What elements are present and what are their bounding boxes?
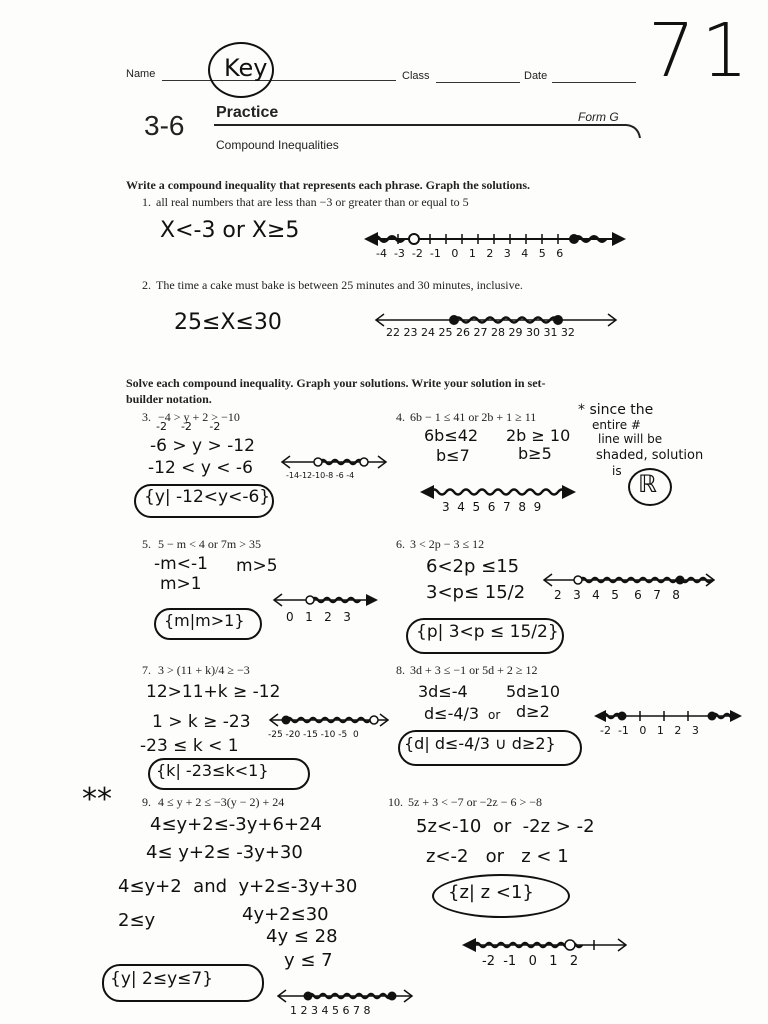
p1-tick-labels: -4 -3 -2 -1 0 1 2 3 4 5 6 [376, 247, 564, 260]
section1-instruction: Write a compound inequality that represents each phrase. Graph the solutions. [126, 178, 531, 192]
p9-work-1: 4≤y+2≤-3y+6+24 [150, 814, 322, 835]
p5-work-2: m>1 [160, 574, 202, 594]
p4-note-2: entire # [592, 418, 641, 432]
p10-number-line [460, 934, 630, 956]
page-title: Practice [216, 104, 279, 121]
form-label: Form G [578, 110, 619, 124]
class-line [436, 82, 520, 83]
p9-work-3: 4≤y+2 and y+2≤-3y+30 [118, 876, 358, 897]
p4-note-5: is [612, 464, 622, 478]
p4-work-2b: b≥5 [518, 444, 552, 463]
p6-answer: {p| 3<p ≤ 15/2} [416, 622, 559, 642]
p5-work-1b: m>5 [236, 556, 278, 576]
p5-problem: 5 − m < 4 or 7m > 35 [158, 537, 261, 551]
p7-tick-labels: -25 -20 -15 -10 -5 0 [268, 730, 359, 740]
p6-problem: 3 < 2p − 3 ≤ 12 [410, 537, 485, 551]
p10-number: 10. [388, 795, 403, 809]
p3-answer: {y| -12<y<-6} [144, 487, 271, 507]
p8-number-line [594, 706, 744, 726]
p8-tick-labels: -2 -1 0 1 2 3 [600, 724, 699, 737]
p4-note-1: * since the [578, 402, 654, 418]
p8-problem: 3d + 3 ≤ −1 or 5d + 2 ≥ 12 [410, 663, 538, 677]
p7-work-2: 1 > k ≥ -23 [152, 712, 251, 732]
p7-work-3: -23 ≤ k < 1 [140, 736, 239, 756]
lesson-number: 3-6 [144, 110, 185, 141]
p9-work-4a: 2≤y [118, 910, 156, 931]
p3-work-3: -12 < y < -6 [148, 458, 253, 478]
p4-answer: ℝ [638, 470, 658, 498]
p8-answer: {d| d≤-4/3 ∪ d≥2} [404, 734, 556, 753]
name-value: Key [224, 54, 268, 82]
p4-problem: 6b − 1 ≤ 41 or 2b + 1 ≥ 11 [410, 410, 537, 424]
p8-work-1a: 3d≤-4 [418, 682, 468, 701]
p8-work-2a: d≤-4/3 [424, 704, 480, 723]
p4-work-1a: 6b≤42 [424, 426, 479, 445]
p6-number: 6. [396, 537, 405, 551]
p3-work-1: -2 -2 -2 [156, 420, 221, 433]
name-line [162, 80, 396, 81]
p2-text: The time a cake must bake is between 25 minutes and 30 minutes, inclusive. [156, 278, 523, 292]
p5-tick-labels: 0 1 2 3 [286, 610, 351, 624]
p4-number: 4. [396, 410, 405, 424]
p7-number: 7. [142, 663, 151, 677]
p6-work-1: 6<2p ≤15 [426, 556, 520, 577]
p9-work-4b: 4y+2≤30 [242, 904, 329, 925]
p9-number: 9. [142, 795, 151, 809]
p3-work-2: -6 > y > -12 [150, 436, 255, 456]
p10-problem: 5z + 3 < −7 or −2z − 6 > −8 [408, 795, 543, 809]
p5-number-line [272, 590, 382, 610]
p4-note-3: line will be [598, 432, 663, 446]
p5-work-1a: -m<-1 [154, 554, 208, 574]
page-subtitle: Compound Inequalities [216, 138, 339, 152]
p5-number: 5. [142, 537, 151, 551]
p1-text: all real numbers that are less than −3 or greater than or equal to 5 [156, 195, 469, 209]
p9-work-2: 4≤ y+2≤ -3y+30 [146, 842, 303, 863]
p5-answer: {m|m>1} [164, 611, 245, 630]
p6-work-2: 3<p≤ 15/2 [426, 582, 526, 603]
p3-number-line [280, 452, 390, 472]
p3-tick-labels: -14-12-10-8 -6 -4 [286, 471, 355, 480]
p9-problem: 4 ≤ y + 2 ≤ −3(y − 2) + 24 [158, 795, 285, 809]
p10-tick-labels: -2 -1 0 1 2 [482, 954, 579, 969]
p9-work-5: 4y ≤ 28 [266, 926, 338, 947]
p9-marker: ** [82, 782, 112, 817]
p7-number-line [268, 710, 392, 730]
section2-instruction-line1: Solve each compound inequality. Graph your solutions. Write your solution in set- [126, 376, 546, 390]
name-label: Name [126, 68, 156, 80]
p6-tick-labels: 2 3 4 5 6 7 8 [554, 588, 680, 602]
date-label: Date [524, 70, 548, 82]
p8-work-1b: 5d≥10 [506, 682, 561, 701]
class-label: Class [402, 70, 430, 82]
p4-tick-labels: 3 4 5 6 7 8 9 [442, 500, 542, 514]
p9-work-6: y ≤ 7 [284, 950, 333, 971]
p7-work-1: 12>11+k ≥ -12 [146, 682, 281, 702]
p8-work-2-or: or [488, 708, 501, 722]
p7-problem: 3 > (11 + k)/4 ≥ −3 [158, 663, 250, 677]
p1-answer: X<-3 or X≥5 [160, 218, 300, 243]
p9-answer: {y| 2≤y≤7} [110, 969, 214, 989]
p10-work-2: z<-2 or z < 1 [426, 846, 569, 867]
p4-work-1b: 2b ≥ 10 [506, 426, 571, 445]
p2-answer: 25≤X≤30 [174, 310, 282, 335]
p9-tick-labels: 1 2 3 4 5 6 7 8 [290, 1004, 371, 1017]
p6-number-line [542, 570, 718, 590]
p8-number: 8. [396, 663, 405, 677]
p8-work-2b: d≥2 [516, 702, 550, 721]
p10-work-1: 5z<-10 or -2z > -2 [416, 816, 595, 837]
p4-note-4: shaded, solution [596, 448, 704, 463]
p10-answer: {z| z <1} [448, 882, 534, 903]
p1-number-line [362, 226, 632, 266]
p4-number-line [420, 482, 580, 502]
p3-problem: −4 > y + 2 > −10 [158, 410, 240, 424]
section2-instruction-line2: builder notation. [126, 392, 212, 406]
p3-number: 3. [142, 410, 151, 424]
date-line [552, 82, 636, 83]
p4-work-2a: b≤7 [436, 446, 470, 465]
p7-answer: {k| -23≤k<1} [156, 761, 269, 780]
p9-number-line [276, 986, 416, 1006]
p2-number: 2. [142, 278, 151, 292]
p1-number: 1. [142, 195, 151, 209]
p2-tick-labels: 22 23 24 25 26 27 28 29 30 31 32 [386, 326, 575, 339]
score: 71 [648, 8, 755, 94]
